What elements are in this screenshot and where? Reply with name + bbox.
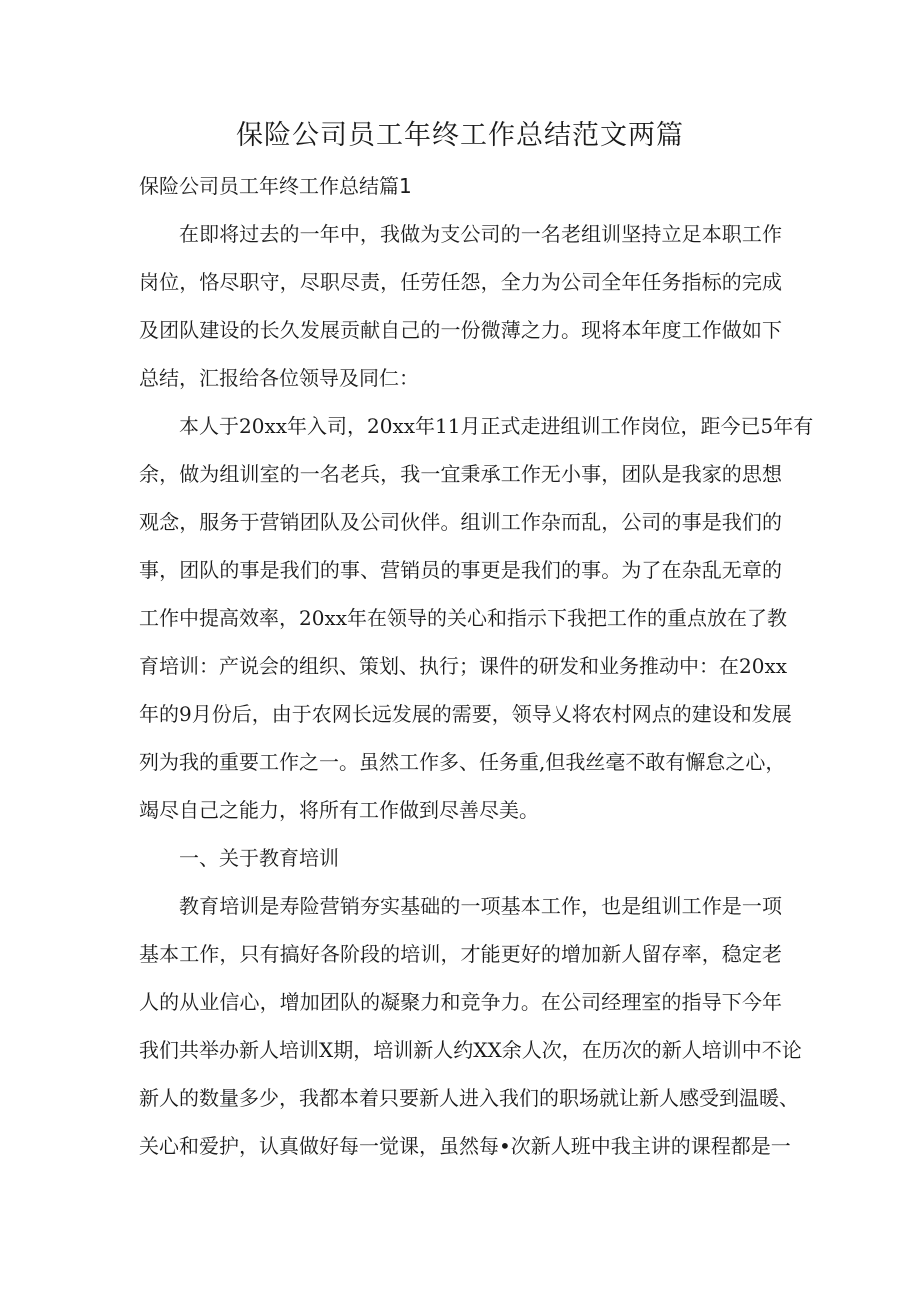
paragraph-1-line: 在即将过去的一年中，我做为支公司的一名老组训坚持立足本职工作 — [179, 222, 782, 246]
paragraph-3-line: 关心和爱护，认真做好每一觉课，虽然每•次新人班中我主讲的课程都是一 — [139, 1134, 791, 1158]
paragraph-3-line: 基本工作，只有搞好各阶段的培训，才能更好的增加新人留存率，稳定老 — [139, 942, 782, 966]
paragraph-2-line: 列为我的重要工作之一。虽然工作多、任务重,但我丝毫不敢有懈怠之心， — [139, 750, 786, 774]
paragraph-2-line: 本人于20xx年入司，20xx年11月正式走进组训工作岗位，距今已5年有 — [179, 414, 814, 438]
paragraph-2-line: 育培训：产说会的组织、策划、执行；课件的研发和业务推动中：在20xx — [139, 654, 788, 678]
document-title: 保险公司员工年终工作总结范文两篇 — [236, 120, 684, 151]
paragraph-3-line: 我们共举办新人培训X期，培训新人约XX余人次，在历次的新人培训中不论 — [139, 1038, 802, 1062]
paragraph-2-line: 余，做为组训室的一名老兵，我一宜秉承工作无小事，团队是我家的思想 — [139, 462, 782, 486]
section-heading: 保险公司员工年终工作总结篇1 — [139, 174, 412, 198]
subheading-education-training: 一、关于教育培训 — [179, 846, 339, 870]
paragraph-1-line: 岗位，恪尽职守，尽职尽责，任劳任怨，全力为公司全年任务指标的完成 — [139, 270, 782, 294]
paragraph-2-line: 竭尽自己之能力，将所有工作做到尽善尽美。 — [139, 798, 539, 822]
paragraph-3-line: 新人的数量多少，我都本着只要新人进入我们的职场就让新人感受到温暖、 — [139, 1086, 799, 1110]
paragraph-2-line: 工作中提高效率，20xx年在领导的关心和指示下我把工作的重点放在了教 — [139, 606, 788, 630]
paragraph-3-line: 人的从业信心，增加团队的凝聚力和竞争力。在公司经理室的指导下今年 — [139, 990, 782, 1014]
paragraph-1-line: 总结，汇报给各位领导及同仁： — [139, 366, 419, 390]
paragraph-2-line: 年的9月份后，由于农网长远发展的需要，领导乂将农村网点的建设和发展 — [139, 702, 792, 726]
paragraph-1-line: 及团队建设的长久发展贡献自己的一份微薄之力。现将本年度工作做如下 — [139, 318, 782, 342]
paragraph-3-line: 教育培训是寿险营销夯实基础的一项基本工作，也是组训工作是一项 — [179, 894, 782, 918]
paragraph-2-line: 事，团队的事是我们的事、营销员的事更是我们的事。为了在杂乱无章的 — [139, 558, 782, 582]
paragraph-2-line: 观念，服务于营销团队及公司伙伴。组训工作杂而乱，公司的事是我们的 — [139, 510, 782, 534]
